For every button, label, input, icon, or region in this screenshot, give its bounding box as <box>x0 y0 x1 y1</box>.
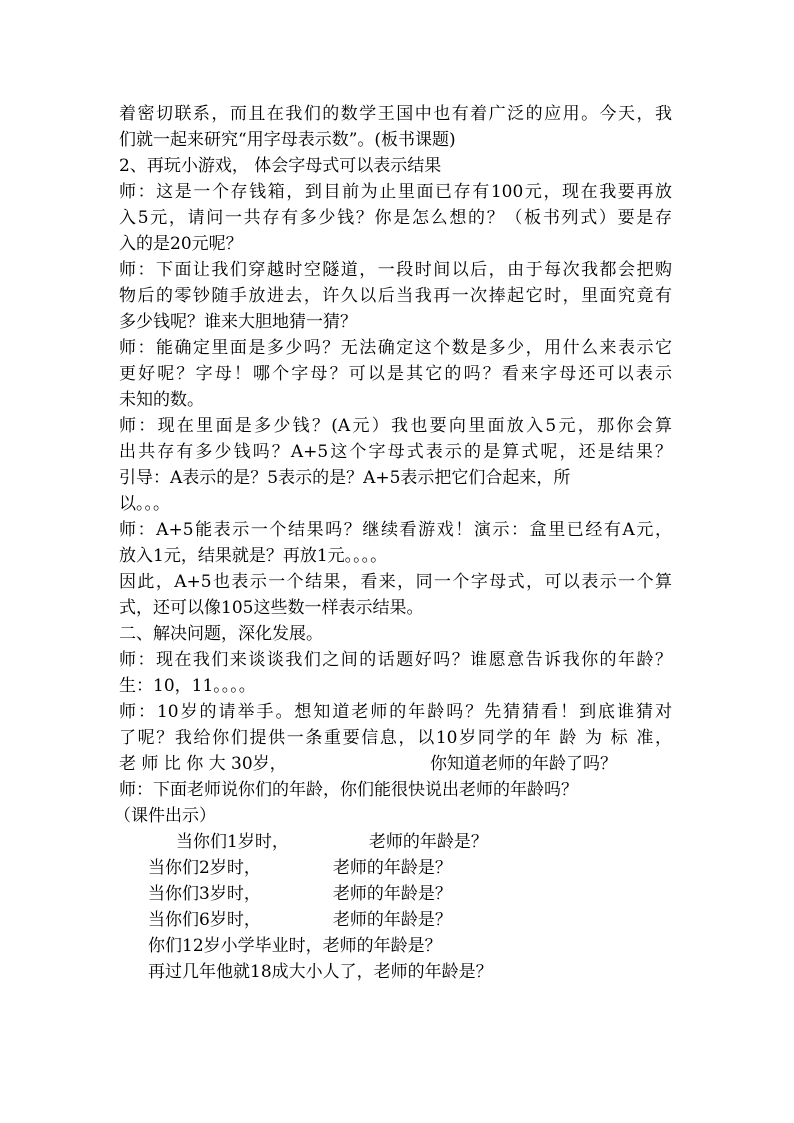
age-row <box>176 829 488 855</box>
section-heading: 二、解决问题，深化发展。 <box>119 624 323 644</box>
text-line: 更好呢？字母！哪个字母？可以是其它的吗？看来字母还可以表示 <box>119 364 672 384</box>
text-line: 式，还可以像105这些数一样表示结果。 <box>119 598 424 618</box>
text-line: 出共存有多少钱吗？A+5这个字母式表示的是算式呢，还是结果？ <box>119 442 672 462</box>
text-line: 未知的数。 <box>119 390 204 410</box>
text-line: 生：10，11。。。。 <box>119 676 256 696</box>
text-line: 放入1元，结果就是？再放1元。。。。 <box>119 546 388 566</box>
text-line: 老 师 比 你 大 30岁， <box>119 754 287 774</box>
age-row <box>148 907 452 933</box>
text-line: 了呢？我给你们提供一条重要信息，以10岁同学的年 龄 为 标 准， <box>119 728 672 748</box>
text-line: 入5元，请问一共存有多少钱？你是怎么想的？（板书列式）要是存 <box>119 208 672 228</box>
text-line: 们就一起来研究“用字母表示数”。(板书课题) <box>119 130 456 150</box>
text-line: 师：10岁的请举手。想知道老师的年龄吗？先猜猜看！到底谁猜对 <box>119 702 672 722</box>
text-line: 师：下面让我们穿越时空隧道，一段时间以后，由于每次我都会把购 <box>119 260 672 280</box>
text-line: 师：现在我们来谈谈我们之间的话题好吗？谁愿意告诉我你的年龄？ <box>119 650 672 670</box>
age-row-ask: 老师的年龄是？ <box>332 910 452 930</box>
text-line: 师：A+5能表示一个结果吗？继续看游戏！演示：盒里已经有A元， <box>119 520 672 540</box>
age-row-ask: 老师的年龄是？ <box>332 884 452 904</box>
text-line: 物后的零钞随手放进去，许久以后当我再一次捧起它时，里面究竟有 <box>119 286 672 306</box>
text-line: 以。。。 <box>119 494 170 514</box>
age-row-when: 当你们2岁时， <box>148 858 261 878</box>
age-row-ask: 老师的年龄是？ <box>332 858 452 878</box>
age-row <box>148 881 452 907</box>
text-line: 入的是20元呢？ <box>119 234 243 254</box>
text-line: 多少钱呢？谁来大胆地猜一猜？ <box>119 312 357 332</box>
text-line: 师：下面老师说你们的年龄，你们能很快说出老师的年龄吗？ <box>119 780 578 800</box>
age-row-ask: 老师的年龄是？ <box>368 832 488 852</box>
text-line: 你们12岁小学毕业时，老师的年龄是？ <box>148 936 442 956</box>
age-row-when: 当你们6岁时， <box>148 910 261 930</box>
text-line: 师：现在里面是多少钱？(A元）我也要向里面放入5元，那你会算 <box>119 416 672 436</box>
text-line: 因此，A+5也表示一个结果，看来，同一个字母式，可以表示一个算 <box>119 572 672 592</box>
text-line: 师：能确定里面是多少吗？无法确定这个数是多少，用什么来表示它 <box>119 338 672 358</box>
age-row <box>148 855 452 881</box>
text-line: 师：这是一个存钱箱，到目前为止里面已存有100元，现在我要再放 <box>119 182 672 202</box>
age-row-when: 当你们3岁时， <box>148 884 261 904</box>
text-line: 再过几年他就18成大小人了，老师的年龄是？ <box>148 962 493 982</box>
age-row-when: 当你们1岁时， <box>176 832 289 852</box>
text-line: （课件出示） <box>114 806 216 826</box>
text-line: 你知道老师的年龄了吗？ <box>430 754 617 774</box>
text-line: 着密切联系，而且在我们的数学王国中也有着广泛的应用。今天，我 <box>119 104 672 124</box>
section-heading: 2、再玩小游戏， 体会字母式可以表示结果 <box>119 156 442 176</box>
text-line: 引导：A表示的是？5表示的是？A+5表示把它们合起来，所 <box>119 468 571 488</box>
